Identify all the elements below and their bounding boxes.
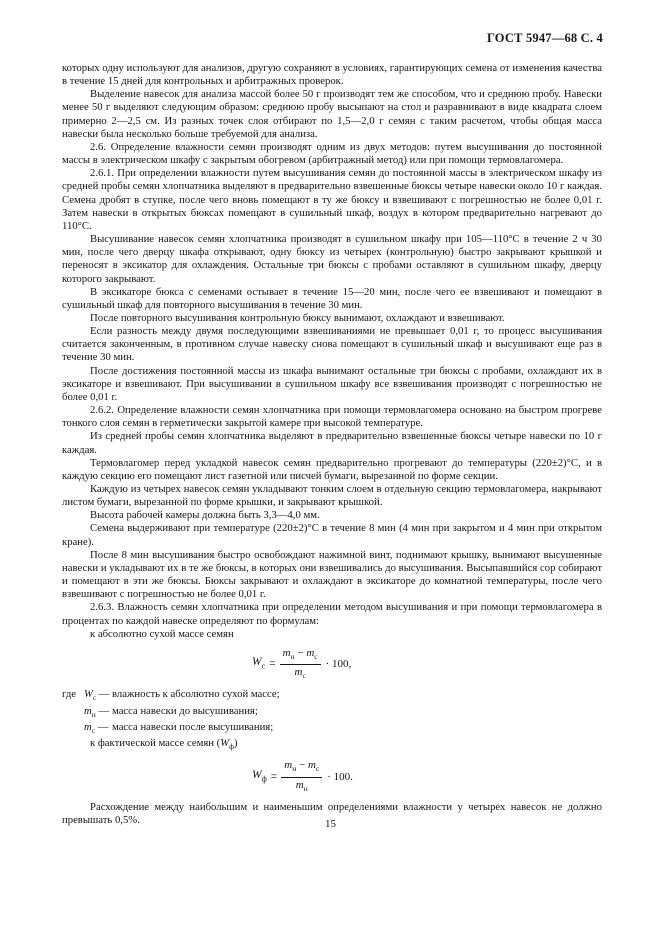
formula-symbol: m [295,778,304,791]
legend-row [62,705,602,721]
paragraph: После 8 мин высушивания быстро освобождают нажимной винт, поднимают крышку, вынимают высушенные навески и укладывают их в те же бюксы, в которых они взвешивались до высушивания. Высыпавшийся сор собирают и помещают в эти же бюксы. Бюксы закрывают и охлаждают в эксикаторе до комнатной температуры, после чего взвешивают с погрешностью не более 0,01 г. [62,548,602,601]
formula-subscript: н [292,764,297,774]
formula-symbol: m [84,720,92,733]
paragraph: 2.6. Определение влажности семян производят одним из двух методов: путем высушивания до постоянной массы в электрическом шкафу с закрытым обогревом (арбитражный метод) или при помощи термовлагомера. [62,140,602,167]
legend-symbol [84,721,112,737]
legend-dash: — [98,704,110,717]
paragraph: 2.6.3. Влажность семян хлопчатника при определении методом высушивания и при помощи термовлагомера в процентах по каждой навеске определяют по формулам: [62,601,602,627]
formula-subscript: с [302,671,306,681]
formula-multiplier: · 100, [325,657,352,670]
page-header: ГОСТ 5947—68 С. 4 [486,31,603,45]
paragraph: Из средней пробы семян хлопчатника выделяют в предварительно взвешенные бюксы четыре навески по 10 г каждая. [62,430,602,456]
paragraph: Расхождение между наибольшим и наименьшим определениями влажности у четырех навесок не должно превышать 0,5%. [62,800,602,826]
legend-dash: — [97,720,109,733]
legend-dash: — [98,688,110,701]
legend-symbol [84,705,112,721]
formula-subscript: с [91,725,96,735]
paragraph: Высушивание навесок семян хлопчатника производят в сушильном шкафу при 105—110°С в течение 2 ч 30 мин, после чего дверцу шкафа открывают, одну бюксу из четырех (контрольную) быстро закрывают крышкой и переносят в эксикатор для охлаждения. Остальные три бюксы с пробами оставляют в сушильном шкафу, дверцу которого закрывают. [62,233,602,285]
formula-symbol: m [282,646,291,659]
legend-text: масса навески до высушивания; [112,704,258,717]
paragraph: В эксикаторе бюкса с семенами остывает в течение 15—20 мин, после чего ее взвешивают и помещают в сушильный шкаф для повторного высушивания в течение 30 мин. [62,285,602,311]
formula-symbol: m [84,704,92,717]
paragraph: 2.6.1. При определении влажности путем высушивания семян до постоянной массы в электрическом шкафу из средней пробы семян хлопчатника выделяют в предварительно взвешенные бюксы четыре навески около 10 г каждая. Семена дробят в ступке, после чего вновь помещают в ту же бюксу и взвешивают с погрешностью не более 0,01 г. Затем навески в открытых бюксах помещают в сушильный шкаф, воздух в котором предварительно нагревают до 110°С. [62,167,602,232]
legend-prefix: где [62,688,77,701]
paragraph: Термовлагомер перед укладкой навесок семян предварительно прогревают до температуры (220±2)°С, и в каждую секцию его помещают лист газетной или писчей бумаги, вырезанной по форме секции. [62,456,602,482]
formula-subscript: с [92,693,97,703]
formula-multiplier: · 100. [327,770,353,783]
formula-subscript: с [261,661,266,671]
formula-subscript: н [290,652,295,662]
formula-lhs [252,769,267,785]
formula-symbol: m [306,646,315,659]
paragraph: Высота рабочей камеры должна быть 3,3—4,0 мм. [90,509,320,522]
equals-sign: = [270,770,278,783]
legend-prefix [62,705,84,721]
paragraph-text: к фактической массе семян ( [90,737,221,750]
paragraph: Каждую из четырех навесок семян укладывают тонким слоем в отдельную секцию термовлагомера, накрывают листом бумаги, вырезанной по форме крышки, и закрывают крышкой. [62,483,602,509]
paragraph: После повторного высушивания контрольную бюксу вынимают, охлаждают и взвешивают. [90,311,505,324]
formula-absolute-dry-mass [62,646,602,683]
fraction-numerator [280,646,321,665]
formula-subscript: ф [261,774,267,784]
paragraph: Семена выдерживают при температуре (220±2)°С в течение 8 мин (4 мин при закрытом и 4 мин при открытом кране). [62,522,602,548]
paragraph [62,737,602,753]
formula-lhs [252,656,265,672]
formula-subscript: с [315,764,320,774]
fraction-numerator [281,758,322,777]
formula-symbol: m [307,759,316,772]
formula-symbol: m [284,759,293,772]
legend-prefix [62,721,84,737]
paragraph: После достижения постоянной массы из шкафа вынимают остальные три бюксы с пробами, охлаждают их в эксикаторе и взвешивают. При высушивании в сушильном шкафу все взвешивания производят с погрешностью не более 0,01 г. [62,364,602,403]
paragraph: которых одну используют для анализов, другую сохраняют в условиях, гарантирующих семена от изменения качества в течение 15 дней для контрольных и арбитражных проверок. [62,62,602,88]
page-number: 15 [325,818,336,830]
legend-text: влажность к абсолютно сухой массе; [112,688,280,701]
formula-subscript: н [303,783,308,793]
formula-subscript: ф [229,742,234,752]
minus-sign: − [296,759,308,772]
fraction-denominator [293,778,311,796]
paragraph: к абсолютно сухой массе семян [90,627,234,640]
formula-symbol: W [252,656,262,669]
fraction-denominator [292,665,309,683]
closing-paren: ) [233,737,238,750]
formula-actual-mass [62,758,602,795]
legend-symbol [84,688,112,704]
legend-row [62,721,602,737]
formula-symbol: W [252,768,262,781]
legend-row [62,688,602,704]
minus-sign: − [294,646,307,659]
legend-text: масса навески после высушивания; [112,720,274,733]
formula-symbol: W [84,688,93,701]
paragraph: Выделение навесок для анализа массой более 50 г производят тем же способом, что и среднюю пробу. Навески менее 50 г выделяют следующим образом: среднюю пробу высыпают на стол и разравнивают в виде квадрата слоем примерно 2—2,5 см. Из разных точек слоя отбирают по 1,5—2,0 г семян с таким расчетом, чтобы общая масса навески была несколько больше требуемой для анализа. [62,88,602,140]
formula-subscript: с [314,652,318,662]
fraction [281,758,322,795]
formula-symbol: W [220,737,230,750]
paragraph: Если разность между двумя последующими взвешиваниями не превышает 0,01 г, то процесс высушивания считается законченным, в противном случае навеску снова помещают в сушильный шкаф и высушивают еще раз в течение 30 мин. [62,325,602,364]
equals-sign: = [269,657,276,670]
paragraph: 2.6.2. Определение влажности семян хлопчатника при помощи термовлагомера основано на быстром прогреве тонкого слоя семян в герметически закрытой камере при высокой температуре. [62,404,602,430]
formula-symbol: m [294,666,303,679]
symbol-legend [62,688,602,737]
inline-symbol [220,737,234,752]
formula-subscript: н [91,709,96,719]
fraction [280,646,321,683]
document-body [62,62,602,827]
